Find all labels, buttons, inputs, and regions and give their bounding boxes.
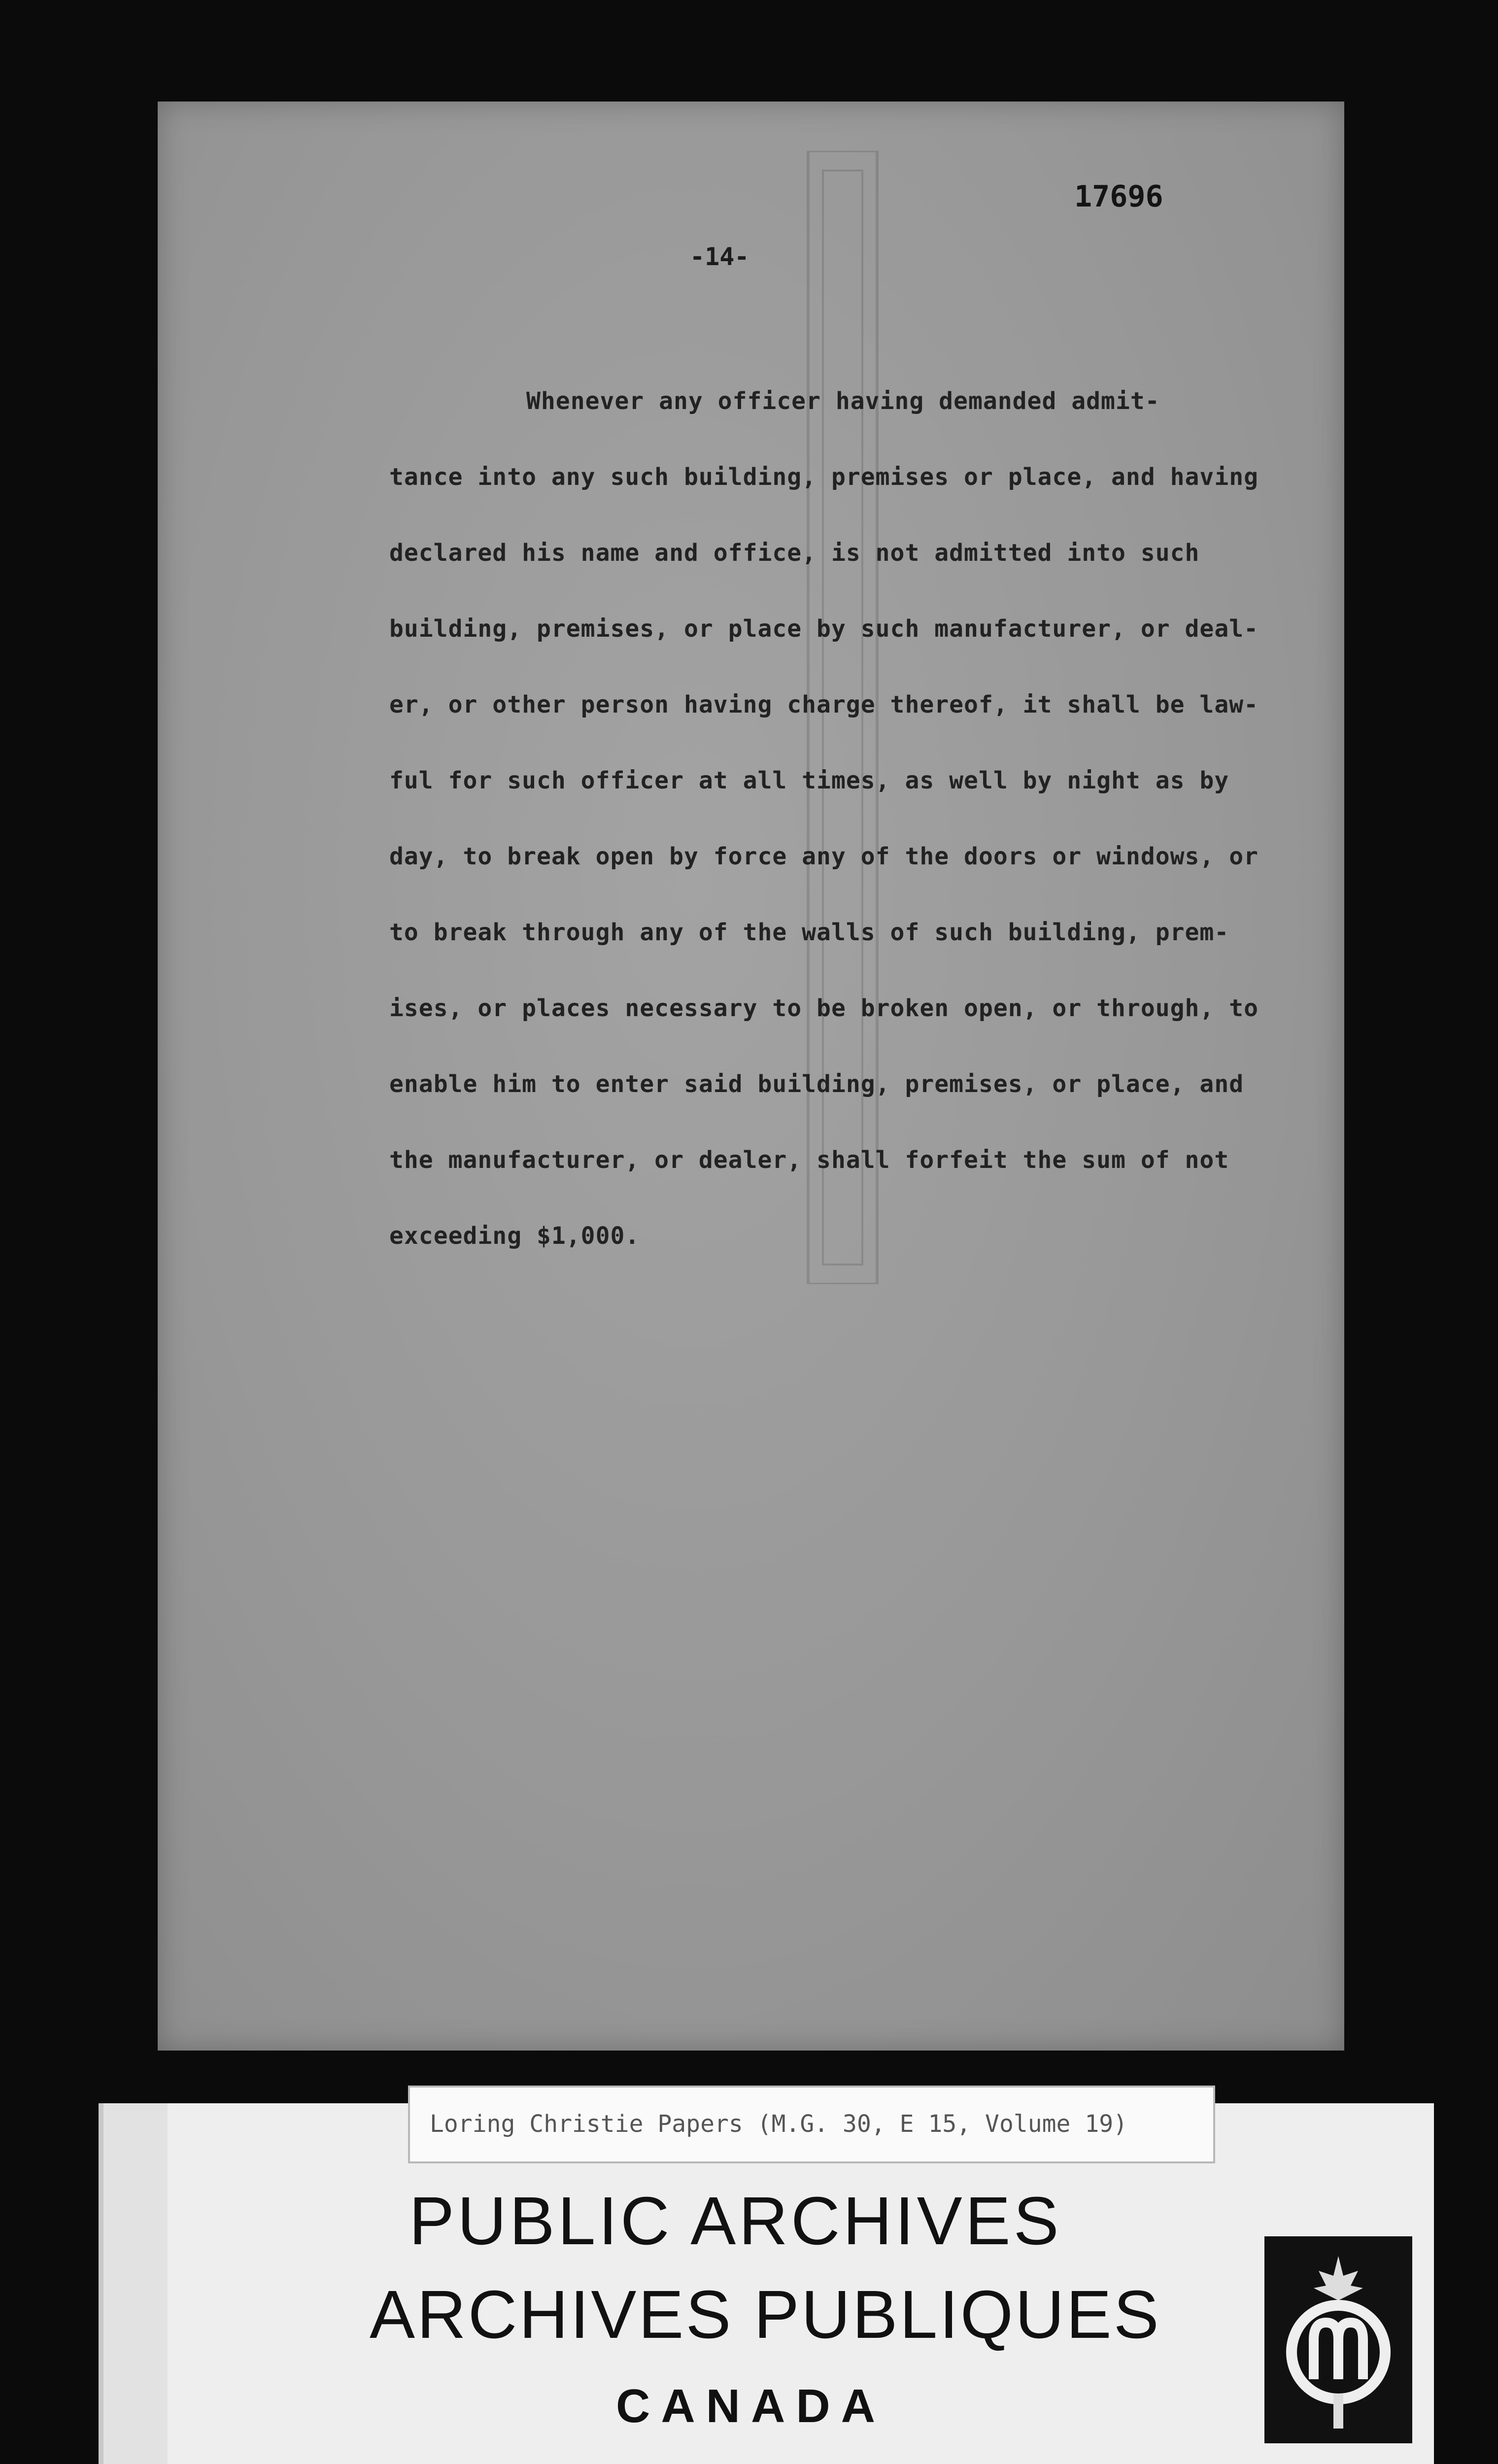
body-line: building, premises, or place by such manufacturer, or deal- [389, 615, 1259, 643]
body-line: ful for such officer at all times, as well by night as by [389, 767, 1229, 794]
archives-country: CANADA [616, 2380, 886, 2432]
body-line: declared his name and office, is not admitted into such [389, 539, 1200, 567]
page-number: -14- [690, 242, 749, 271]
body-line: enable him to enter said building, premises, or place, and [389, 1070, 1244, 1098]
body-line: exceeding $1,000. [389, 1222, 640, 1250]
label-edge-strip [103, 2103, 168, 2464]
body-line: to break through any of the walls of such building, prem- [389, 919, 1229, 946]
body-line: er, or other person having charge thereof, it shall be law- [389, 691, 1259, 719]
body-line: day, to break open by force any of the doors or windows, or [389, 843, 1259, 870]
reference-tab [408, 2086, 1215, 2163]
collection-reference: Loring Christie Papers (M.G. 30, E 15, Volume 19) [430, 2110, 1128, 2138]
body-line: the manufacturer, or dealer, shall forfeit the sum of not [389, 1146, 1229, 1174]
body-line: Whenever any officer having demanded admit- [526, 387, 1160, 415]
document-number: 17696 [1074, 179, 1163, 214]
body-line: ises, or places necessary to be broken open, or through, to [389, 994, 1259, 1022]
archives-title-french: ARCHIVES PUBLIQUES [370, 2277, 1161, 2353]
typed-page [158, 102, 1344, 2051]
body-line: tance into any such building, premises or place, and having [389, 463, 1259, 491]
archives-label-card [99, 2103, 1434, 2464]
archives-title-english: PUBLIC ARCHIVES [409, 2183, 1062, 2259]
archives-canada-emblem-icon [1264, 2236, 1412, 2443]
